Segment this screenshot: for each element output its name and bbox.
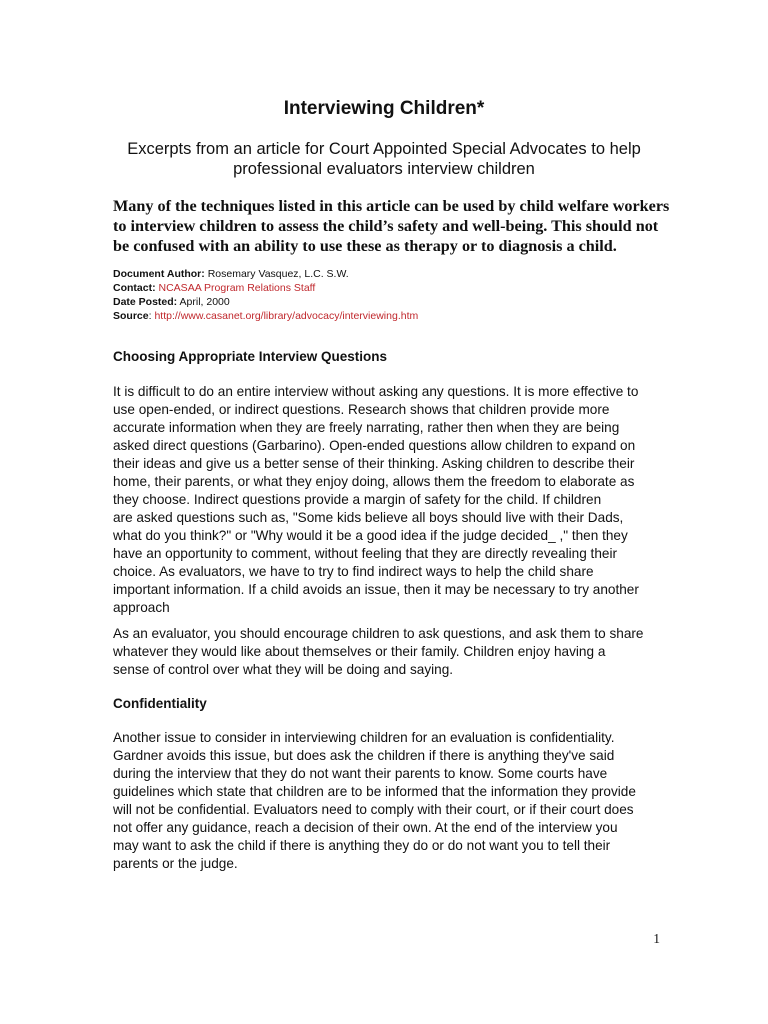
subtitle-line: professional evaluators interview children (233, 160, 535, 178)
paragraph-line: may want to ask the child if there is anything they do or do not want you to tell their (113, 838, 611, 853)
document-metadata (113, 267, 673, 323)
paragraph-line: sense of control over what they will be doing and saying. (113, 662, 454, 677)
meta-author-value: Rosemary Vasquez, L.C. S.W. (207, 268, 349, 280)
meta-source-separator: : (148, 310, 152, 322)
paragraph-line: choice. As evaluators, we have to try to find indirect ways to help the child share (113, 564, 594, 579)
section-heading-interview-questions: Choosing Appropriate Interview Questions (113, 349, 388, 364)
meta-contact (113, 281, 673, 295)
document-title: Interviewing Children* (283, 98, 485, 119)
meta-source-link[interactable]: http://www.casanet.org/library/advocacy/interviewing.htm (154, 310, 419, 322)
subtitle-line: Excerpts from an article for Court Appointed Special Advocates to help (127, 140, 641, 158)
paragraph-line: It is difficult to do an entire interview without asking any questions. It is more effective to (113, 384, 639, 399)
paragraph-line: their ideas and give us a better sense of their thinking. Asking children to describe their (113, 456, 635, 471)
paragraph-interview-questions (113, 383, 713, 617)
meta-date-value: April, 2000 (179, 296, 230, 308)
section-heading-confidentiality: Confidentiality (113, 696, 207, 711)
paragraph-line: important information. If a child avoids an issue, then it may be necessary to try another (113, 582, 639, 597)
paragraph-line: will not be confidential. Evaluators need to comply with their court, or if their court does (113, 802, 634, 817)
paragraph-encourage-questions (113, 625, 713, 679)
paragraph-line: whatever they would like about themselves or their family. Children enjoy having a (113, 644, 606, 659)
paragraph-line: approach (113, 600, 170, 615)
meta-author (113, 267, 673, 281)
intro-paragraph (113, 196, 703, 256)
paragraph-line: what do you think?" or "Why would it be a good idea if the judge decided_ ," then they (113, 528, 628, 543)
paragraph-line: home, their parents, or what they enjoy doing, allows them the freedom to elaborate as (113, 474, 635, 489)
meta-date (113, 295, 673, 309)
meta-contact-label: Contact: (113, 282, 156, 294)
paragraph-confidentiality (113, 729, 713, 873)
meta-source (113, 309, 673, 323)
paragraph-line: Gardner avoids this issue, but does ask the children if there is anything they've said (113, 748, 615, 763)
page-number: 1 (653, 931, 660, 946)
meta-source-label: Source (113, 310, 149, 322)
intro-line: to interview children to assess the child’s safety and well-being. This should not (113, 217, 659, 235)
paragraph-line: use open-ended, or indirect questions. Research shows that children provide more (113, 402, 610, 417)
paragraph-line: they choose. Indirect questions provide a margin of safety for the child. If children (113, 492, 602, 507)
paragraph-line: As an evaluator, you should encourage children to ask questions, and ask them to share (113, 626, 644, 641)
paragraph-line: have an opportunity to comment, without feeling that they are directly revealing their (113, 546, 618, 561)
intro-line: Many of the techniques listed in this article can be used by child welfare workers (113, 197, 670, 215)
paragraph-line: during the interview that they do not want their parents to know. Some courts have (113, 766, 608, 781)
meta-author-label: Document Author: (113, 268, 205, 280)
paragraph-line: parents or the judge. (113, 856, 238, 871)
meta-date-label: Date Posted: (113, 296, 178, 308)
paragraph-line: are asked questions such as, "Some kids believe all boys should live with their Dads, (113, 510, 624, 525)
document-subtitle (110, 139, 658, 179)
paragraph-line: asked direct questions (Garbarino). Open-ended questions allow children to expand on (113, 438, 636, 453)
paragraph-line: not offer any guidance, reach a decision of their own. At the end of the interview you (113, 820, 618, 835)
intro-line: be confused with an ability to use these as therapy or to diagnosis a child. (113, 237, 617, 255)
paragraph-line: accurate information when they are freely narrating, rather then when they are being (113, 420, 620, 435)
paragraph-line: guidelines which state that children are to be informed that the information they provide (113, 784, 636, 799)
paragraph-line: Another issue to consider in interviewing children for an evaluation is confidentiality. (113, 730, 615, 745)
meta-contact-link[interactable]: NCASAA Program Relations Staff (158, 282, 316, 294)
